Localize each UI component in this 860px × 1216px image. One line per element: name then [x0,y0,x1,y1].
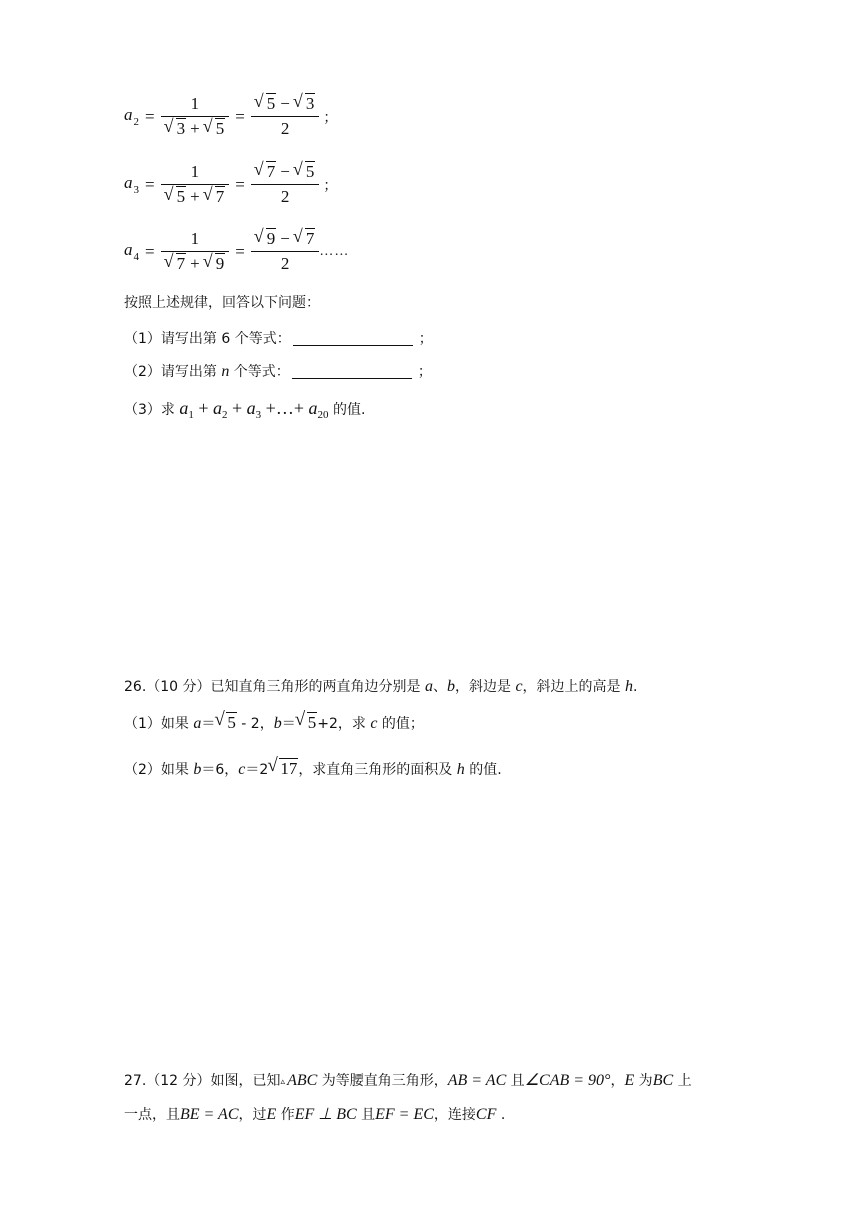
eq-var: $a_4$ [124,240,139,263]
answer-blank[interactable] [293,345,413,346]
q25-part2: （2）请写出第 n 个等式： ； [124,363,432,380]
q25-part1: （1）请写出第 6 个等式： ； [124,331,433,347]
q26-part1: （1）如果 a＝√ 5 ‑ 2，b＝√ 5+2，求 c 的值； [124,713,424,733]
equation-a4: $a_4$ = 1 √ 7 +√ 9 = √ $\frac{9 -√ 7}{2}$ …… [124,227,349,276]
eq-var: $a_2$ [124,105,139,128]
eq-var: $a_3$ [124,173,139,196]
fraction: 1 √ 7 +√ 9 [161,227,230,276]
q26-part2: （2）如果 b＝6，c＝2√ 17，求直角三角形的面积及 h 的值. [124,759,502,779]
fraction: √ $\frac{9 -√ 7}{2}$ [251,227,320,276]
fraction: √ $\frac{5 -√ 3}{2}$ [251,92,320,141]
q25-part3: （3）求 $a_1 + a_2 + a_3$ +…+ $a_{20}$ 的值. [124,398,366,421]
equation-a2: $a_2$ = 1 √ 3 +√ 5 = √ $\frac{5 -√ 3}{2}$ ； [124,92,337,141]
q26-stem: 26.（10 分）已知直角三角形的两直角边分别是 a、b，斜边是 c，斜边上的高是 h. [124,678,638,695]
fraction: 1 √ 3 +√ 5 [161,92,230,141]
equation-a3: $a_3$ = 1 √ 5 +√ 7 = √ $\frac{7 -√ 5}{2}$ ； [124,160,337,209]
intro-text: 按照上述规律，回答以下问题： [124,295,320,311]
fraction: 1 √ 5 +√ 7 [161,160,230,209]
q27-line2: 一点，且BE = AC，过E 作EF ⊥ BC 且EF = EC，连接CF . [124,1106,506,1123]
q27-line1: 27.（12 分）如图，已知▵ ABC 为等腰直角三角形，AB = AC 且∠CAB = 90°，E 为BC 上 [124,1072,692,1089]
fraction: √ $\frac{7 -√ 5}{2}$ [251,160,320,209]
answer-blank[interactable] [292,378,412,379]
